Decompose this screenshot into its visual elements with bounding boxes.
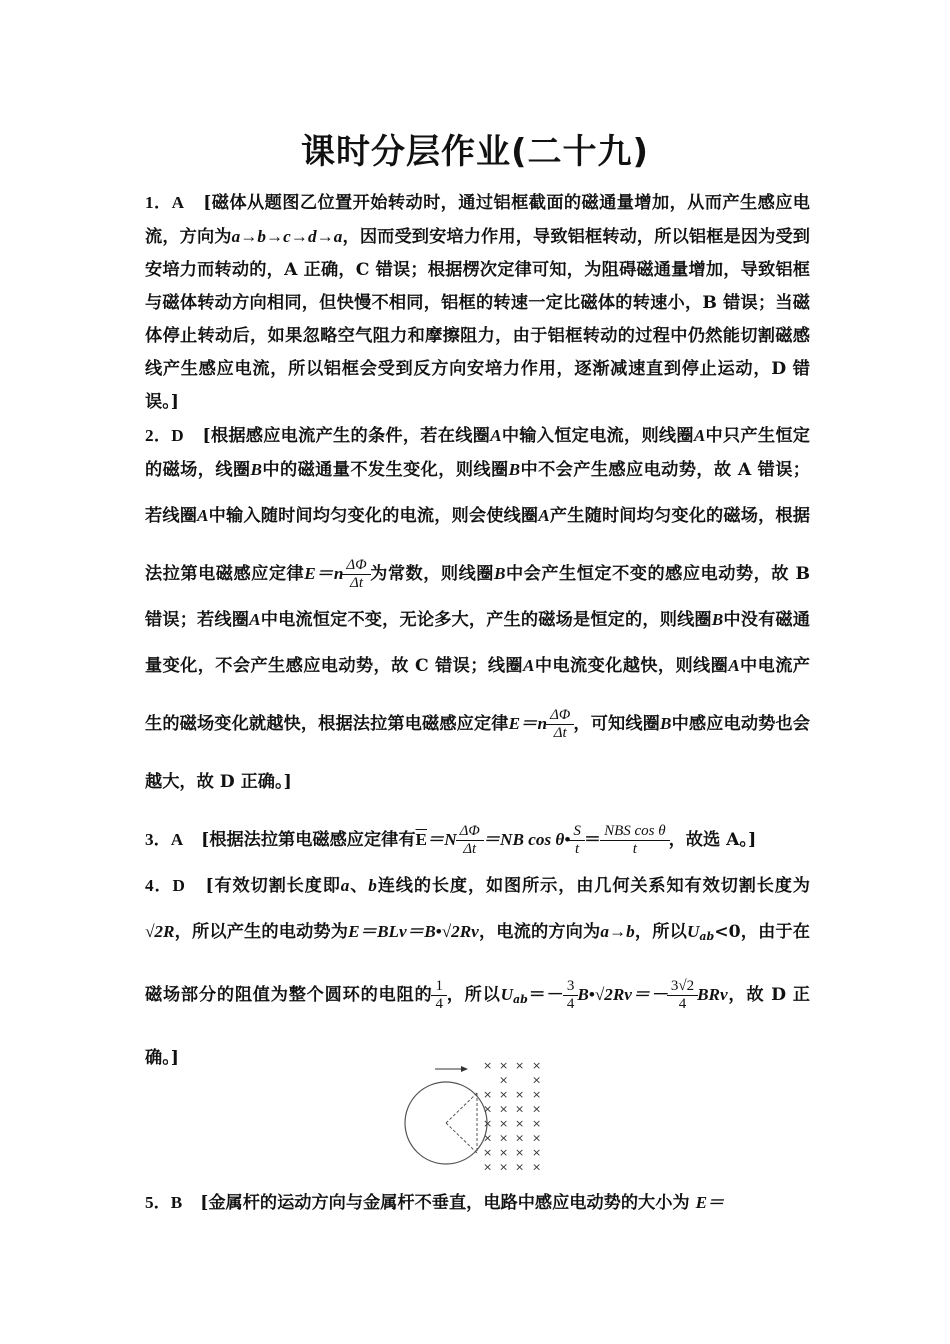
fraction-numerator: 1 [435, 977, 443, 994]
answer-text: 中电流产生的磁场变化就越快，根据法拉第电磁感应定律 [145, 656, 810, 734]
field-cross: × [532, 1073, 542, 1087]
subscript: ab [699, 930, 715, 943]
formula: a→b [600, 922, 635, 941]
coil-label: B [508, 460, 521, 479]
answer-number: 4．D [145, 876, 185, 895]
field-cross: × [515, 1088, 525, 1101]
coil-label: B [711, 610, 724, 629]
magnetic-field-crosses [483, 1059, 541, 1174]
field-cross: × [483, 1146, 493, 1159]
formula: U [686, 922, 700, 941]
answer-item-1 [145, 186, 810, 419]
formula: BRv [697, 985, 728, 1004]
fraction [458, 823, 482, 859]
field-cross: × [515, 1102, 525, 1116]
answer-text: 中电流变化越快，则线圈 [534, 656, 729, 676]
answer-text: 中不会产生感应电动势，故 A 错误；若线圈 [145, 460, 810, 526]
field-cross: × [532, 1102, 542, 1116]
answer-item-5 [145, 1186, 810, 1220]
field-cross: × [532, 1160, 542, 1174]
fraction-numerator: 3 [566, 977, 575, 994]
field-cross: × [483, 1088, 493, 1101]
fraction-denominator: Δt [342, 574, 370, 592]
point-label: a [340, 876, 350, 895]
answer-text: <0，由于在磁场部分的阻值为整个圆环的电阻的 [145, 922, 810, 1005]
answer-text: 为常数，则线圈 [369, 564, 494, 584]
answer-number: 1．A [145, 193, 185, 212]
formula: E＝BLv＝B•√2Rv [348, 922, 479, 941]
coil-label: B [493, 564, 506, 583]
answer-text: ，电流的方向为 [478, 922, 601, 942]
fraction-numerator: ΔΦ [550, 706, 571, 723]
answer-text: 、 [349, 876, 369, 896]
field-cross: × [483, 1160, 493, 1174]
answer-number: 3．A [145, 830, 184, 849]
answer-text: ，故 D 正确。] [145, 985, 810, 1068]
field-cross: × [532, 1117, 542, 1130]
formula: E＝ [695, 1193, 725, 1212]
field-cross: × [499, 1117, 509, 1130]
fraction-numerator: 3√2 [670, 977, 695, 994]
fraction-numerator: S [573, 822, 581, 839]
field-cross: × [532, 1131, 542, 1145]
figure-svg [395, 1055, 555, 1180]
field-cross: × [483, 1059, 493, 1072]
radius-line-ob [446, 1093, 477, 1123]
coil-label: A [490, 426, 502, 445]
answer-text: [根据法拉第电磁感应定律有 [201, 830, 416, 850]
formula: ＝NB cos θ• [482, 830, 571, 849]
answer-text: 产生随时间均匀变化的磁场，根据法拉第电磁感应定律 [145, 506, 810, 584]
field-cross: × [532, 1088, 542, 1101]
answer-number: 5．B [145, 1193, 183, 1212]
formula: E＝n [508, 714, 548, 733]
fraction-denominator: Δt [456, 840, 484, 858]
formula: ＝ [583, 830, 602, 850]
field-cross: × [515, 1146, 525, 1159]
field-cross: × [499, 1131, 509, 1145]
coil-label: A [728, 656, 740, 675]
field-cross: × [483, 1102, 493, 1116]
answer-text: 中感应电动势也会越大，故 D 正确。] [145, 714, 810, 792]
field-cross: × [499, 1102, 509, 1116]
fraction [571, 823, 583, 859]
point-label: b [368, 876, 377, 895]
answer-text: ，因而受到安培力作用，导致铝框转动，所以铝框是因为受到安培力而转动的，A 正确，C 错误；根据楞次定律可知，为阻碍磁通量增加，导致铝框与磁体转动方向相同，但快慢不相同，铝框的转速一定比磁体的转速小，B 错误；当磁体停止转动后，如果忽略空气阻力和摩擦阻力，由于铝框转动的过程中仍然能切割磁感线产生感应电流，所以铝框会受到反方向安培力作用，逐渐减速直到停止运动，D 错误。] [145, 227, 810, 412]
answer-number: 2．D [145, 426, 184, 445]
answer-text: ，故选 A。] [668, 830, 757, 850]
answer-text: 中电流恒定不变，无论多大，产生的磁场是恒定的，则线圈 [260, 610, 712, 630]
field-cross: × [515, 1131, 525, 1145]
coil-label: A [538, 506, 550, 525]
fraction-denominator: 4 [431, 995, 447, 1013]
answer-text: ，可知线圈 [573, 714, 660, 734]
field-cross: × [483, 1131, 493, 1145]
subscript: ab [513, 993, 528, 1006]
formula: － [546, 985, 564, 1005]
answer-text: ，所以 [634, 922, 687, 942]
coil-label: B [660, 714, 672, 733]
answer-text: 中会产生恒定不变的感应电动势，故 B 错误；若线圈 [145, 564, 810, 630]
formula: B•√2Rv＝－ [577, 985, 668, 1004]
answer-item-3 [145, 811, 810, 869]
fraction-denominator: t [569, 840, 585, 858]
coil-label: A [249, 610, 261, 629]
fraction-numerator: ΔΦ [459, 822, 480, 839]
field-cross: × [483, 1117, 493, 1130]
magnetic-field-figure [395, 1055, 555, 1180]
radius-line-oa [446, 1123, 477, 1153]
current-path: a→b→c→d→a [231, 227, 343, 246]
fraction [669, 978, 696, 1014]
average-emf-symbol: $\overline{E}$ [415, 830, 428, 849]
fraction [433, 978, 445, 1014]
formula: E＝n [304, 564, 344, 583]
fraction-numerator: ΔΦ [346, 556, 367, 573]
coil-label: A [693, 426, 706, 445]
fraction-numerator: NBS cos θ [604, 822, 666, 839]
answer-text: 中的磁通量不发生变化，则线圈 [262, 460, 509, 480]
fraction [344, 557, 368, 593]
field-cross: × [499, 1088, 509, 1101]
fraction-denominator: 4 [563, 995, 579, 1013]
field-cross: × [515, 1117, 525, 1130]
field-cross: × [499, 1073, 509, 1087]
formula: U [500, 985, 514, 1004]
field-cross: × [499, 1059, 509, 1072]
answer-text: 连线的长度，如图所示，由几何关系知有效切割长度为 [376, 876, 810, 896]
answer-text: 中没有磁通量变化，不会产生感应电动势，故 C 错误；线圈 [145, 610, 810, 676]
velocity-arrowhead [461, 1066, 468, 1072]
field-cross: × [532, 1146, 542, 1159]
coil-label: A [197, 506, 209, 525]
answer-text: [有效切割长度即 [205, 876, 341, 896]
formula: ＝N [427, 830, 457, 849]
fraction [548, 707, 572, 743]
field-cross: × [515, 1160, 525, 1174]
answer-text: ，所以 [445, 985, 501, 1005]
answer-text: [根据感应电流产生的条件，若在线圈 [202, 426, 491, 446]
fraction-denominator: 4 [667, 995, 698, 1013]
field-cross: × [499, 1160, 509, 1174]
field-cross: × [499, 1146, 509, 1159]
answer-text: ，所以产生的电动势为 [174, 922, 349, 942]
answer-body [145, 186, 810, 1087]
formula: ＝ [527, 985, 547, 1005]
answer-item-2 [145, 419, 810, 811]
answer-text: 中输入恒定电流，则线圈 [501, 426, 694, 446]
page-title: 课时分层作业(二十九) [300, 132, 650, 172]
answer-text: 中只产生恒定的磁场，线圈 [145, 426, 810, 480]
fraction-denominator: Δt [546, 724, 574, 742]
field-cross: × [515, 1059, 525, 1072]
fraction [602, 823, 668, 859]
coil-label: A [522, 656, 535, 675]
formula: √2R [145, 922, 175, 941]
fraction-denominator: t [600, 840, 670, 858]
fraction [565, 978, 577, 1014]
field-cross: × [532, 1059, 542, 1072]
answer-text: 中输入随时间均匀变化的电流，则会使线圈 [208, 506, 539, 526]
answer-text: [磁体从题图乙位置开始转动时，通过铝框截面的磁通量增加，从而产生感应电流，方向为 [145, 193, 810, 247]
coil-label: B [250, 460, 262, 479]
answer-text: [金属杆的运动方向与金属杆不垂直，电路中感应电动势的大小为 [200, 1193, 690, 1213]
